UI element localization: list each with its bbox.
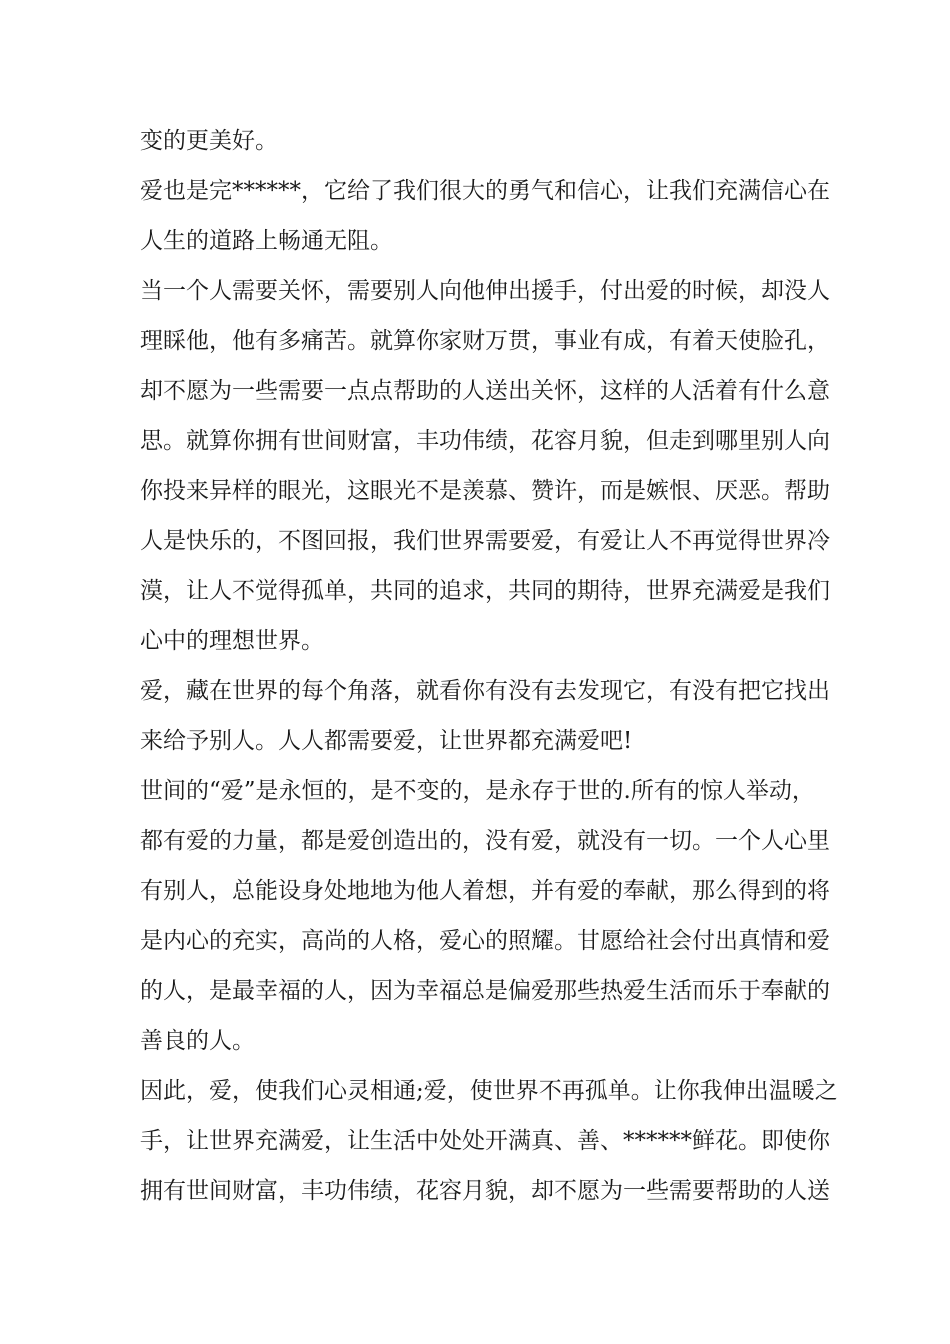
paragraph-3	[140, 266, 830, 666]
text-line: 有别人，总能设身处地地为他人着想，并有爱的奉献，那么得到的将	[140, 878, 830, 904]
text-line: 世间的“爱”是永恒的，是不变的，是永存于世的.所有的惊人举动，	[140, 778, 815, 804]
text-line: 爱，藏在世界的每个角落，就看你有没有去发现它，有没有把它找出	[140, 678, 830, 704]
paragraph-6	[140, 1066, 838, 1216]
text-line: 当一个人需要关怀，需要别人向他伸出援手，付出爱的时候，却没人	[140, 278, 830, 304]
text-line: 心中的理想世界。	[140, 628, 324, 654]
text-line: 理睬他，他有多痛苦。就算你家财万贯，事业有成，有着天使脸孔，	[140, 328, 830, 354]
document-body	[140, 116, 838, 1216]
text-line: 因此，爱，使我们心灵相通;爱，使世界不再孤单。让你我伸出温暖之	[140, 1078, 838, 1104]
paragraph-4	[140, 666, 830, 766]
text-line: 善良的人。	[140, 1028, 255, 1054]
text-line: 思。就算你拥有世间财富，丰功伟绩，花容月貌，但走到哪里别人向	[140, 428, 830, 454]
text-line: 都有爱的力量，都是爱创造出的，没有爱，就没有一切。一个人心里	[140, 828, 830, 854]
text-line: 爱也是完******，它给了我们很大的勇气和信心，让我们充满信心在	[140, 178, 830, 204]
text-line: 人生的道路上畅通无阻。	[140, 228, 393, 254]
text-line: 拥有世间财富，丰功伟绩，花容月貌，却不愿为一些需要帮助的人送	[140, 1178, 830, 1204]
text-line: 的人，是最幸福的人，因为幸福总是偏爱那些热爱生活而乐于奉献的	[140, 978, 830, 1004]
paragraph-1	[140, 116, 820, 166]
paragraph-5	[140, 766, 830, 1066]
text-line: 人是快乐的，不图回报，我们世界需要爱，有爱让人不再觉得世界冷	[140, 528, 830, 554]
text-line: 手，让世界充满爱，让生活中处处开满真、善、******鲜花。即使你	[140, 1128, 830, 1154]
text-line: 变的更美好。	[140, 128, 278, 154]
text-line: 是内心的充实，高尚的人格，爱心的照耀。甘愿给社会付出真情和爱	[140, 928, 830, 954]
paragraph-2	[140, 166, 830, 266]
text-line: 漠，让人不觉得孤单，共同的追求，共同的期待，世界充满爱是我们	[140, 578, 830, 604]
text-line: 来给予别人。人人都需要爱，让世界都充满爱吧!	[140, 728, 633, 754]
text-line: 你投来异样的眼光，这眼光不是羡慕、赞许，而是嫉恨、厌恶。帮助	[140, 478, 830, 504]
text-line: 却不愿为一些需要一点点帮助的人送出关怀，这样的人活着有什么意	[140, 378, 830, 404]
